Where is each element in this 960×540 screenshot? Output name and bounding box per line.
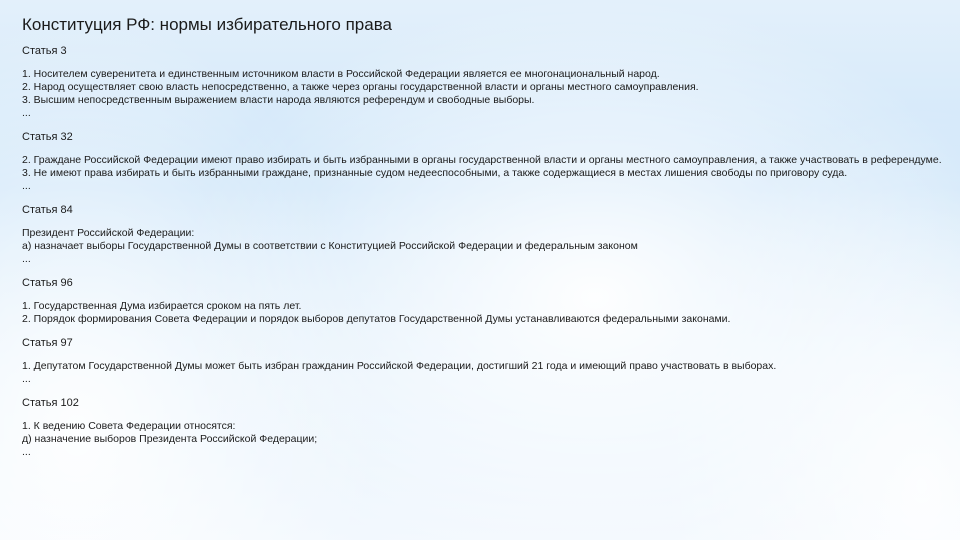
article-line: 2. Граждане Российской Федерации имеют право избирать и быть избранными в органы государственной власти и органы местного самоуправления, а также участвовать в референдуме. bbox=[22, 154, 942, 166]
article-line: 1. Носителем суверенитета и единственным источником власти в Российской Федерации является ее многонациональный народ. bbox=[22, 68, 660, 80]
article-97 bbox=[22, 336, 942, 386]
article-ellipsis: ... bbox=[22, 253, 31, 265]
article-line: 3. Не имеют права избирать и быть избранными граждане, признанные судом недееспособными, а также содержащиеся в местах лишения свободы по приговору суда. bbox=[22, 167, 848, 179]
article-ellipsis: ... bbox=[22, 107, 31, 119]
article-102 bbox=[22, 396, 942, 459]
article-84 bbox=[22, 203, 942, 266]
article-line: 1. Депутатом Государственной Думы может быть избран гражданин Российской Федерации, достигший 21 года и имеющий право участвовать в выборах. bbox=[22, 360, 777, 372]
article-line: 2. Народ осуществляет свою власть непосредственно, а также через органы государственной власти и органы местного самоуправления. bbox=[22, 81, 699, 93]
article-line: 3. Высшим непосредственным выражением власти народа являются референдум и свободные выборы. bbox=[22, 94, 535, 106]
article-heading: Статья 84 bbox=[22, 204, 73, 216]
article-ellipsis: ... bbox=[22, 373, 31, 385]
article-96 bbox=[22, 276, 942, 326]
article-line: 1. К ведению Совета Федерации относятся: bbox=[22, 420, 236, 432]
article-32 bbox=[22, 130, 942, 193]
article-line: 1. Государственная Дума избирается сроком на пять лет. bbox=[22, 300, 302, 312]
article-line: 2. Порядок формирования Совета Федерации и порядок выборов депутатов Государственной Думы устанавливаются федеральными законами. bbox=[22, 313, 731, 325]
article-line: Президент Российской Федерации: bbox=[22, 227, 195, 239]
article-heading: Статья 102 bbox=[22, 397, 79, 409]
article-heading: Статья 96 bbox=[22, 277, 73, 289]
article-heading: Статья 32 bbox=[22, 131, 73, 143]
article-line: д) назначение выборов Президента Российской Федерации; bbox=[22, 433, 318, 445]
article-3 bbox=[22, 44, 942, 120]
article-heading: Статья 97 bbox=[22, 337, 73, 349]
article-heading: Статья 3 bbox=[22, 45, 67, 57]
article-ellipsis: ... bbox=[22, 446, 31, 458]
slide-title: Конституция РФ: нормы избирательного права bbox=[22, 15, 392, 34]
slide-content bbox=[22, 14, 942, 469]
article-line: а) назначает выборы Государственной Думы в соответствии с Конституцией Российской Федерации и федеральным законом bbox=[22, 240, 638, 252]
article-ellipsis: ... bbox=[22, 180, 31, 192]
